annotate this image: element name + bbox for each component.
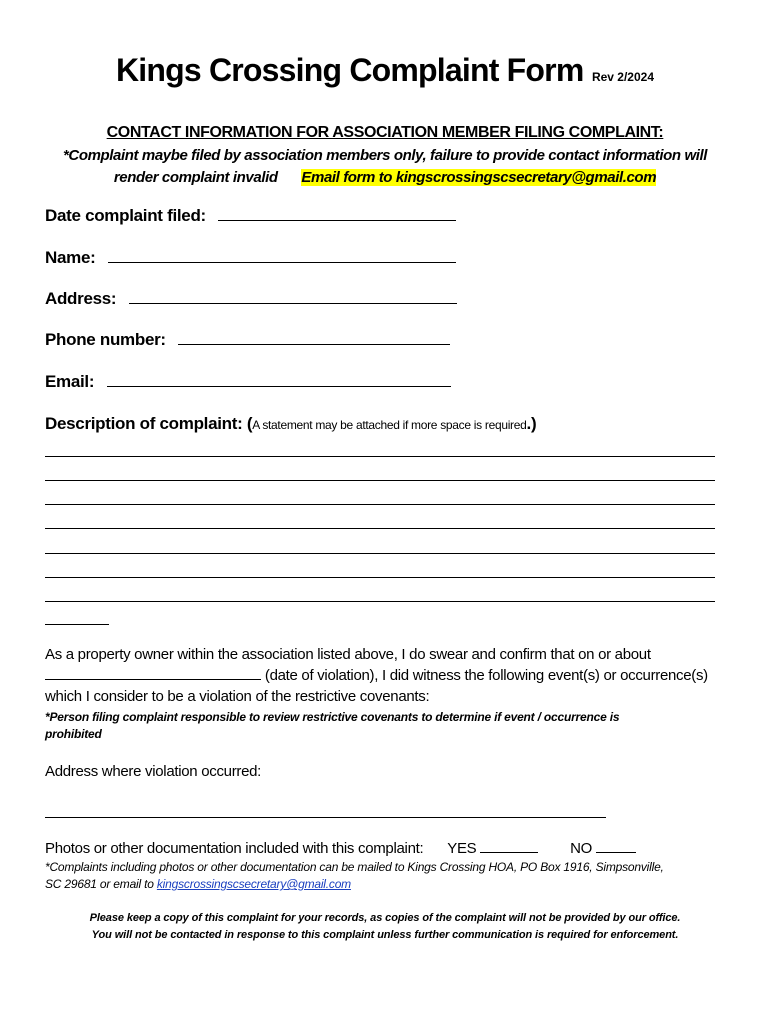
description-line: [45, 624, 109, 625]
sworn-statement-line2-text: (date of violation), I did witness the following event(s) or occurrence(s): [264, 667, 708, 684]
documentation-note-prefix: SC 29681 or email to: [45, 877, 154, 891]
documentation-note-line2: [45, 877, 351, 891]
email-form-instruction: Email form to kingscrossingscsecretary@gmail.com: [301, 169, 657, 186]
name-label: Name:: [45, 248, 96, 267]
name-input[interactable]: [108, 248, 456, 263]
violation-date-input[interactable]: [45, 667, 261, 680]
contact-notice-line2: [0, 169, 770, 186]
date-filed-field: [45, 206, 456, 226]
phone-input[interactable]: [178, 330, 450, 345]
address-input[interactable]: [129, 289, 457, 304]
description-line: [45, 456, 715, 457]
form-title: Kings Crossing Complaint Form: [115, 52, 584, 88]
description-line: [45, 528, 715, 529]
revision-label: Rev 2/2024: [591, 70, 654, 84]
description-line: [45, 504, 715, 505]
sworn-statement-line3: which I consider to be a violation of the restrictive covenants:: [45, 688, 430, 705]
description-line: [45, 577, 715, 578]
covenant-note-line1: *Person filing complaint responsible to review restrictive covenants to determine if event / occurrence is: [45, 710, 620, 724]
address-field: [45, 289, 457, 309]
yes-label: YES: [447, 840, 477, 857]
email-field: [45, 372, 451, 392]
no-label: NO: [570, 840, 593, 857]
phone-field: [45, 330, 450, 350]
email-input[interactable]: [107, 372, 451, 387]
name-field: [45, 248, 456, 268]
description-line: [45, 601, 715, 602]
documentation-row: [45, 840, 636, 857]
contact-notice-text: render complaint invalid: [113, 169, 278, 186]
description-label: Description of complaint: (: [45, 414, 253, 433]
description-close: .): [526, 414, 537, 433]
contact-section-heading: CONTACT INFORMATION FOR ASSOCIATION MEMBER FILING COMPLAINT:: [106, 124, 664, 141]
secretary-email-link[interactable]: kingscrossingscsecretary@gmail.com: [156, 877, 351, 891]
phone-label: Phone number:: [45, 330, 166, 349]
violation-address-label: Address where violation occurred:: [45, 763, 262, 780]
sworn-statement-line2: [45, 667, 708, 684]
documentation-label: Photos or other documentation included with this complaint:: [45, 840, 424, 857]
no-checkbox-blank[interactable]: [596, 840, 636, 853]
documentation-note-line1: *Complaints including photos or other documentation can be mailed to Kings Crossing HOA, PO Box 1916, Simpsonville,: [45, 860, 664, 874]
description-line: [45, 480, 715, 481]
footer-line2: You will not be contacted in response to this complaint unless further communication is required for enforcement.: [91, 929, 679, 941]
yes-checkbox-blank[interactable]: [480, 840, 538, 853]
footer-line1: Please keep a copy of this complaint for your records, as copies of the complaint will not be provided by our office.: [89, 912, 681, 924]
sworn-statement-line1: As a property owner within the association listed above, I do swear and confirm that on or about: [45, 646, 651, 663]
address-label: Address:: [45, 289, 117, 308]
form-title-row: [0, 52, 770, 89]
violation-address-input[interactable]: [45, 817, 606, 818]
contact-notice-line1: *Complaint maybe filed by association members only, failure to provide contact information will: [62, 147, 708, 164]
date-filed-input[interactable]: [218, 206, 456, 221]
covenant-note-line2: prohibited: [45, 727, 102, 741]
date-filed-label: Date complaint filed:: [45, 206, 206, 225]
description-note: A statement may be attached if more space is required: [252, 418, 527, 432]
description-label-row: [45, 414, 536, 434]
email-label: Email:: [45, 372, 95, 391]
description-line: [45, 553, 715, 554]
